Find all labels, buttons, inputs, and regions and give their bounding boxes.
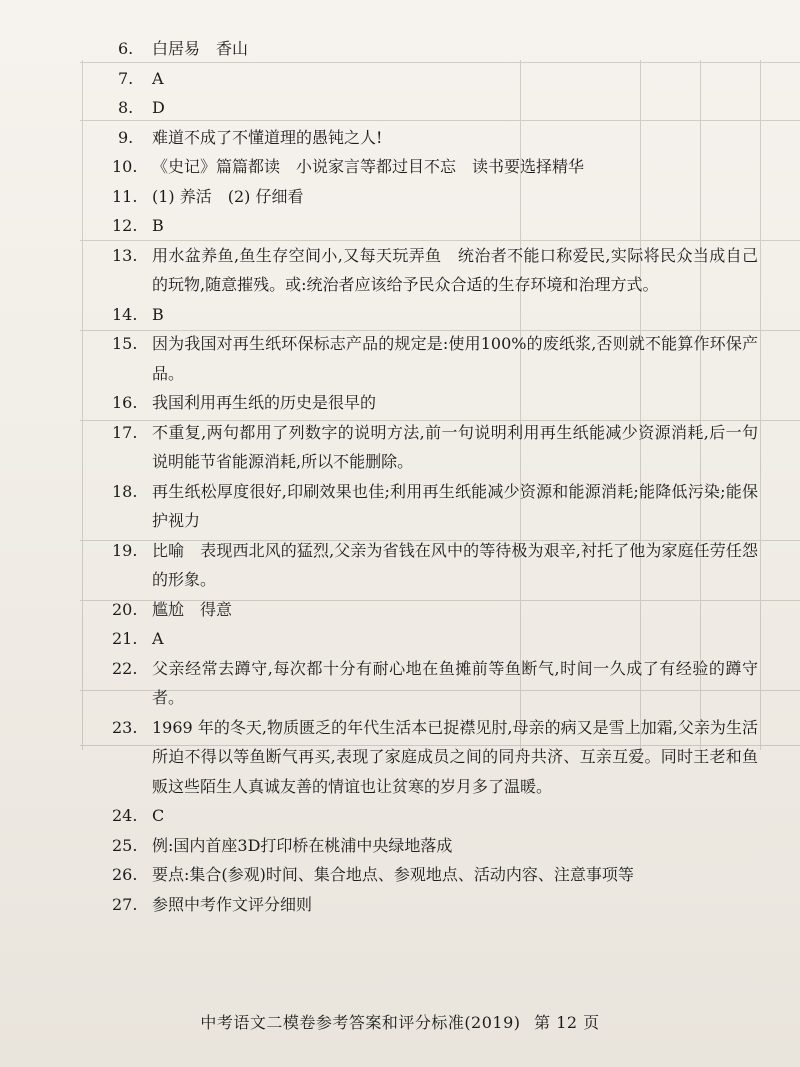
- answer-item: [112, 654, 758, 713]
- answer-item: [112, 300, 758, 330]
- answer-list: [112, 34, 758, 919]
- answer-item: [118, 123, 758, 153]
- answer-number: 19.: [112, 540, 138, 560]
- answer-number: 25.: [112, 835, 138, 855]
- answer-number: 27.: [112, 894, 138, 914]
- answer-item: [118, 34, 758, 64]
- page-number: 第 12 页: [534, 1013, 600, 1032]
- answer-number: 10.: [112, 157, 138, 176]
- answer-number: 23.: [112, 717, 138, 737]
- answer-number: 11.: [112, 186, 138, 206]
- answer-number: 14.: [112, 304, 138, 324]
- answer-text: 用水盆养鱼,鱼生存空间小,又每天玩弄鱼 统治者不能口称爱民,实际将民众当成自己的玩物,随意摧残。或:统治者应该给予民众合适的生存环境和治理方式。: [152, 245, 758, 294]
- answer-text: A: [152, 629, 164, 648]
- answer-number: 20.: [112, 599, 138, 619]
- answer-text: 例:国内首座3D打印桥在桃浦中央绿地落成: [152, 835, 453, 855]
- answer-number: 9.: [118, 127, 134, 147]
- answer-item: [112, 182, 758, 212]
- answer-item: [112, 860, 758, 890]
- answer-item: [112, 713, 758, 802]
- answer-text: (1) 养活 (2) 仔细看: [152, 186, 304, 206]
- answer-text: 1969 年的冬天,物质匮乏的年代生活本已捉襟见肘,母亲的病又是雪上加霜,父亲为生活所迫不得以等鱼断气再买,表现了家庭成员之间的同舟共济、互亲互爱。同时王老和鱼贩这些陌生人真诚友善的情谊也让贫寒的岁月多了温暖。: [152, 717, 758, 796]
- answer-text: 难道不成了不懂道理的愚钝之人!: [152, 127, 383, 147]
- answer-text: 因为我国对再生纸环保标志产品的规定是:使用100%的废纸浆,否则就不能算作环保产品。: [152, 334, 758, 383]
- answer-item: [112, 801, 758, 831]
- answer-text: 我国利用再生纸的历史是很早的: [152, 393, 377, 412]
- answer-item: [112, 831, 758, 861]
- page-footer: [0, 1010, 800, 1033]
- answer-item: [112, 329, 758, 388]
- answer-item: [112, 890, 758, 920]
- answer-text: A: [152, 68, 164, 88]
- answer-item: [112, 152, 758, 182]
- answer-number: 18.: [112, 481, 138, 501]
- answer-number: 16.: [112, 393, 138, 412]
- answer-text: 再生纸松厚度很好,印刷效果也佳;利用再生纸能减少资源和能源消耗;能降低污染;能保护视力: [152, 481, 758, 530]
- answer-number: 13.: [112, 245, 138, 265]
- answer-item: [118, 93, 758, 123]
- answer-text: 《史记》篇篇都读 小说家言等都过目不忘 读书要选择精华: [152, 157, 585, 176]
- answer-text: C: [152, 806, 165, 825]
- answer-number: 8.: [118, 98, 134, 117]
- answer-number: 21.: [112, 629, 138, 648]
- answer-number: 26.: [112, 865, 138, 884]
- answer-text: 白居易 香山: [152, 39, 249, 58]
- answer-text: D: [152, 98, 165, 117]
- answer-item: [112, 241, 758, 300]
- answer-text: 要点:集合(参观)时间、集合地点、参观地点、活动内容、注意事项等: [152, 865, 634, 884]
- answer-item: [112, 536, 758, 595]
- footer-title: 中考语文二模卷参考答案和评分标准(2019): [200, 1013, 521, 1032]
- answer-item: [118, 64, 758, 94]
- answer-number: 17.: [112, 422, 138, 442]
- answer-text: 不重复,两句都用了列数字的说明方法,前一句说明利用再生纸能减少资源消耗,后一句说明能节省能源消耗,所以不能删除。: [152, 422, 758, 471]
- answer-item: [112, 595, 758, 625]
- answer-item: [112, 388, 758, 418]
- answer-text: B: [152, 304, 164, 324]
- answer-text: 参照中考作文评分细则: [152, 894, 313, 914]
- answer-text: B: [152, 216, 164, 235]
- answer-item: [112, 624, 758, 654]
- answer-text: 尴尬 得意: [152, 599, 233, 619]
- answer-number: 15.: [112, 334, 138, 353]
- answer-item: [112, 211, 758, 241]
- answer-number: 7.: [118, 68, 134, 88]
- answer-number: 24.: [112, 806, 138, 825]
- answer-number: 12.: [112, 216, 138, 235]
- answer-number: 6.: [118, 39, 134, 58]
- answer-item: [112, 477, 758, 536]
- answer-text: 比喻 表现西北风的猛烈,父亲为省钱在风中的等待极为艰辛,衬托了他为家庭任劳任怨的形象。: [152, 540, 758, 589]
- answer-text: 父亲经常去蹲守,每次都十分有耐心地在鱼摊前等鱼断气,时间一久成了有经验的蹲守者。: [152, 658, 758, 707]
- answer-item: [112, 418, 758, 477]
- answer-number: 22.: [112, 658, 138, 678]
